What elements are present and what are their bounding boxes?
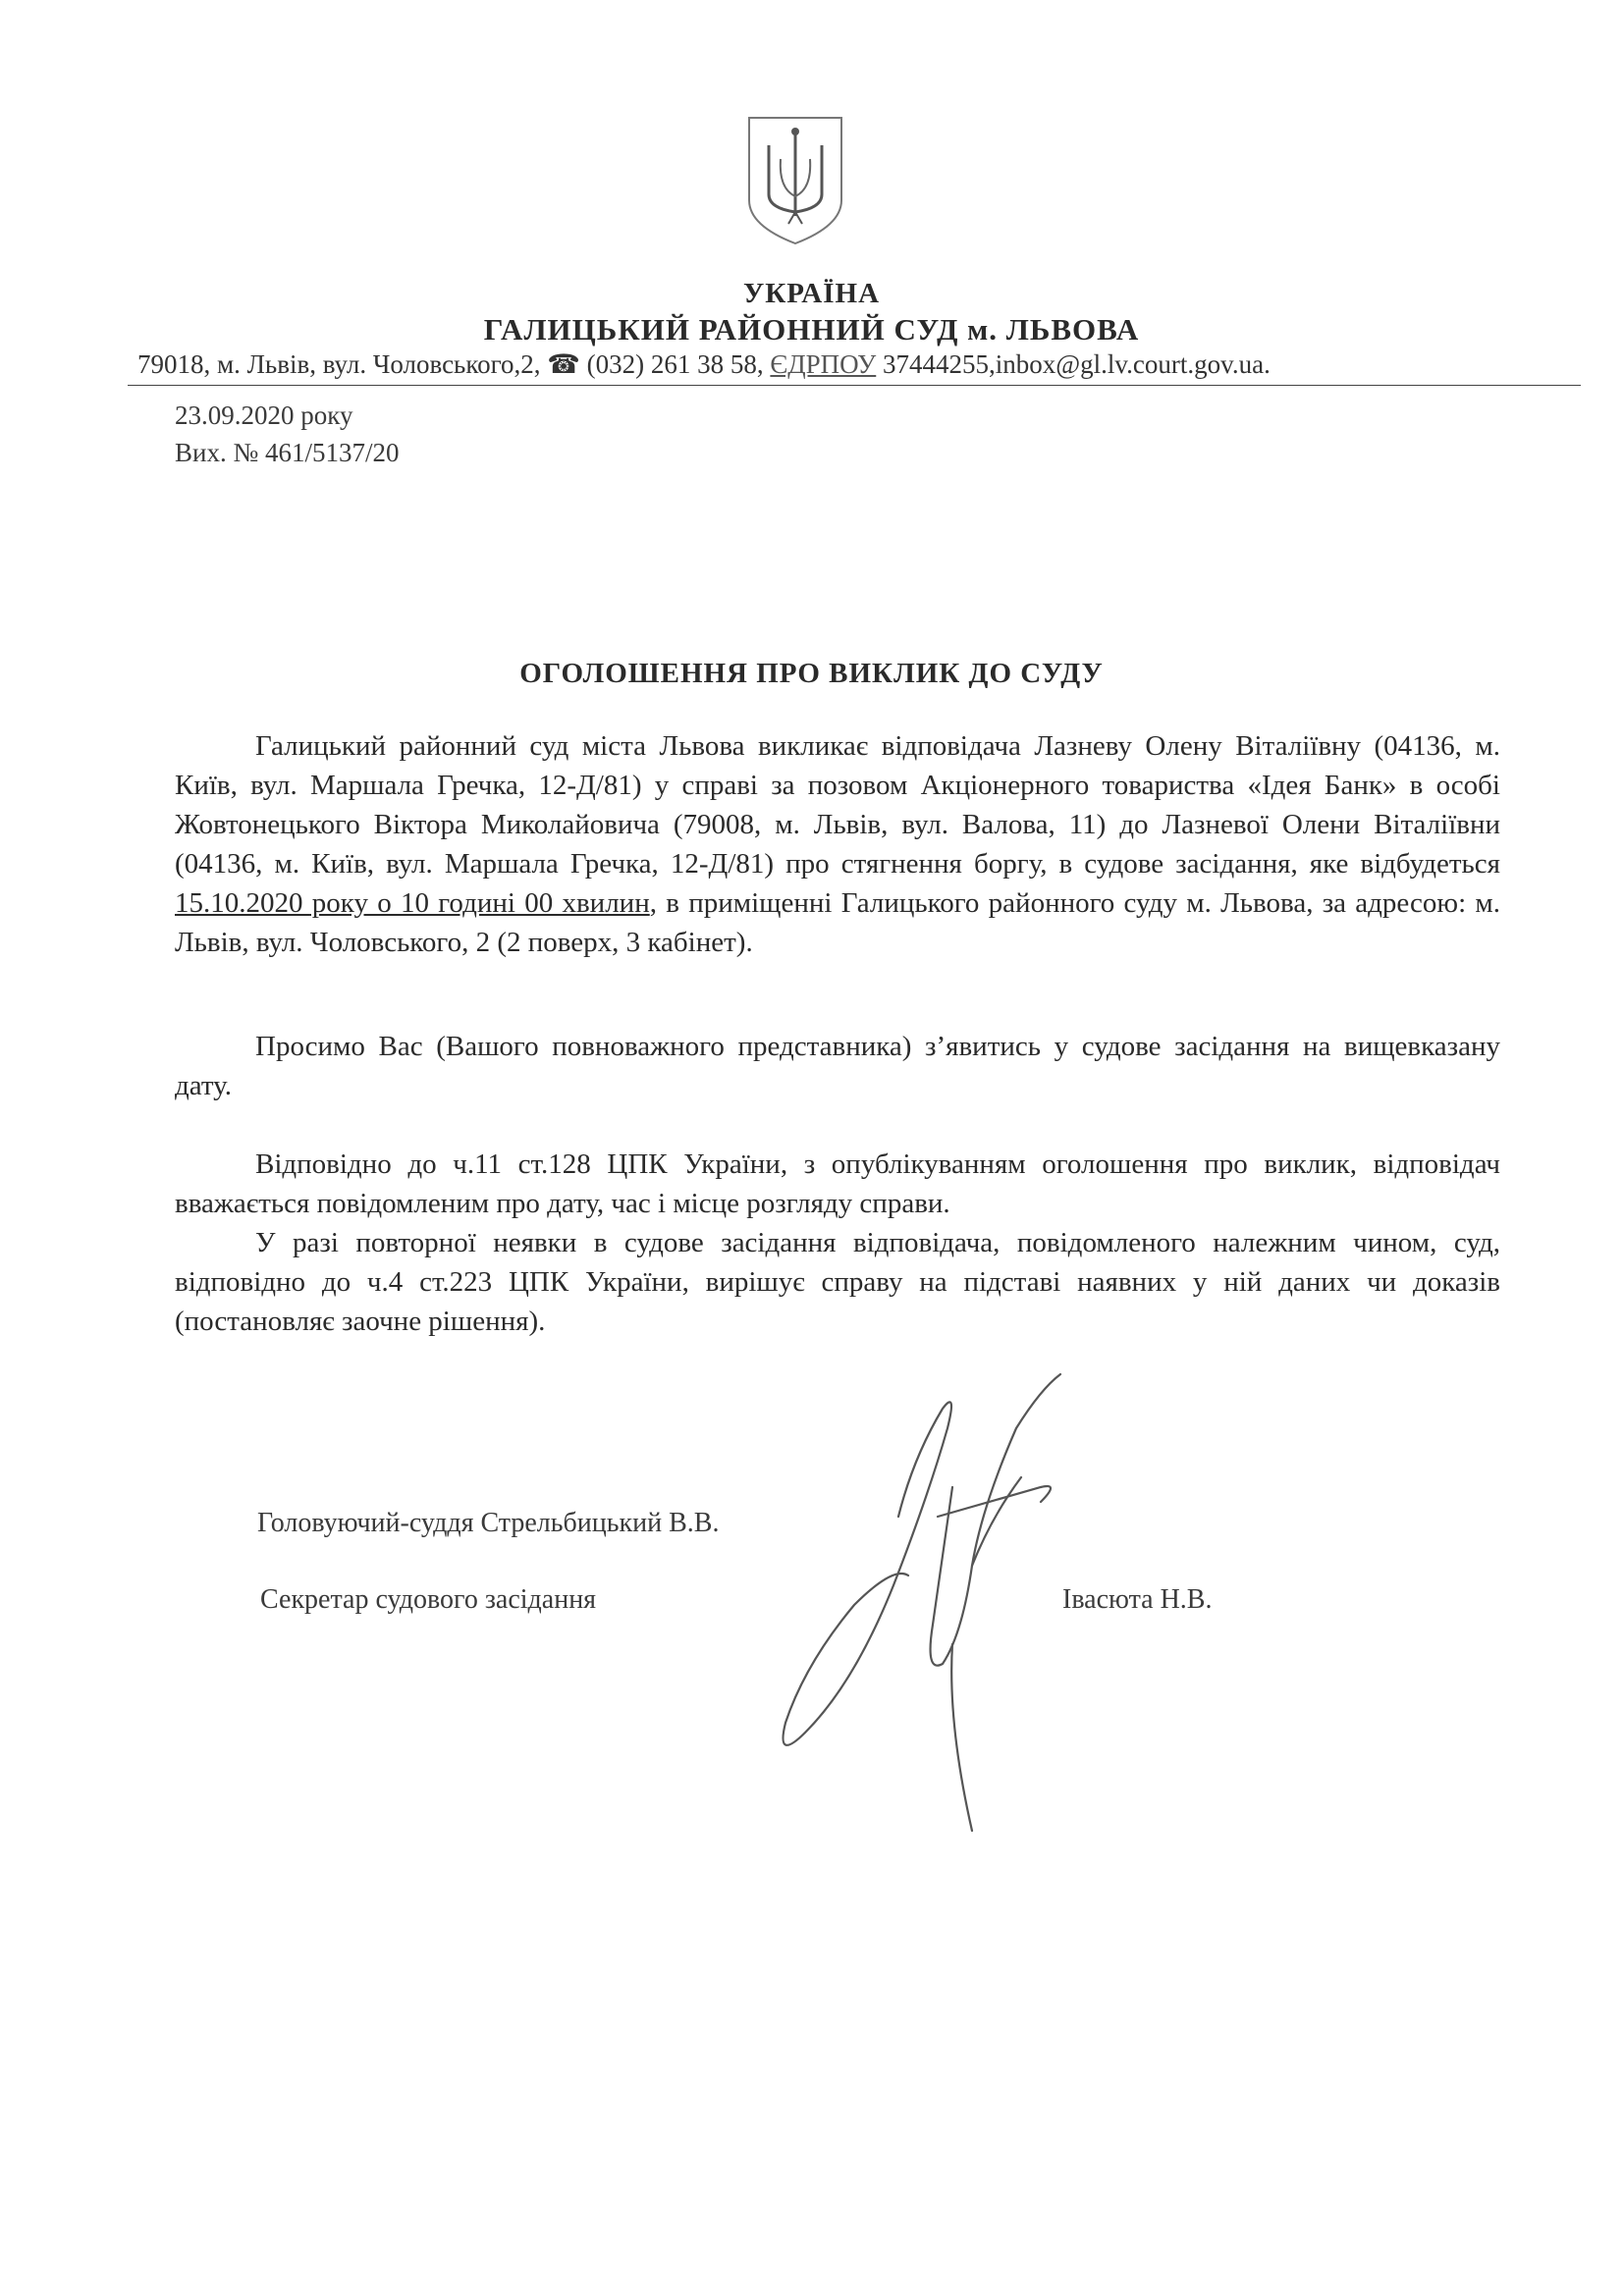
edrpou-label: ЄДРПОУ — [770, 349, 877, 379]
edrpou-and-email: 37444255,inbox@gl.lv.court.gov.ua. — [876, 349, 1271, 379]
document-date: 23.09.2020 року — [175, 400, 353, 430]
court-name: ГАЛИЦЬКИЙ РАЙОННИЙ СУД м. ЛЬВОВА — [483, 312, 1140, 347]
document-title: ОГОЛОШЕННЯ ПРО ВИКЛИК ДО СУДУ — [519, 658, 1104, 689]
request-text: Просимо Вас (Вашого повноважного представника) з’явитись у судове засідання на вищевказану дату. — [175, 1031, 1500, 1101]
secretary-label: Секретар судового засідання — [260, 1584, 597, 1615]
court-address-line — [137, 349, 1271, 380]
trident-coat-of-arms-icon — [741, 110, 849, 247]
secretary-name: Івасюта Н.В. — [1062, 1584, 1213, 1615]
header-divider — [128, 385, 1581, 386]
notice-text: Відповідно до ч.11 ст.128 ЦПК України, з опублікуванням оголошення про виклик, відповідач вважається повідомленим про дату, час і місце розгляду справи. — [175, 1148, 1500, 1219]
phone-number: (032) 261 38 58, — [586, 349, 771, 379]
hearing-datetime: 15.10.2020 року о 10 годині 00 хвилин — [175, 887, 650, 919]
summons-text-end: , в приміщенні Галицького районного суду м. Львова, за адресою: м. Львів, вул. Чоловського, 2 (2 поверх, 3 кабінет). — [175, 887, 1500, 958]
paragraph-request — [175, 1027, 1500, 1105]
country-name: УКРАЇНА — [742, 278, 881, 309]
handwritten-signature-icon — [746, 1369, 1139, 1841]
address-text: 79018, м. Львів, вул. Чоловського,2, — [137, 349, 548, 379]
presiding-judge: Головуючий-суддя Стрельбицький В.В. — [257, 1508, 720, 1538]
default-judgment-text: У разі повторної неявки в судове засідання відповідача, повідомленого належним чином, суд, відповідно до ч.4 ст.223 ЦПК України, вирішує справу на підставі наявних у ній даних чи доказів (постановляє заочне рішення). — [175, 1227, 1500, 1337]
summons-text-start: Галицький районний суд міста Львова викликає відповідача Лазневу Олену Віталіївну (04136, м. Київ, вул. Маршала Гречка, 12-Д/81) у справі за позовом Акціонерного товариства «Ідея Банк» в особі Жовтонецького Віктора Миколайовича (79008, м. Львів, вул. Валова, 11) до Лазневої Олени Віталіївни (04136, м. Київ, вул. Маршала Гречка, 12-Д/81) про стягнення боргу, в судове засідання, яке відбудеться — [175, 730, 1500, 880]
telephone-icon: ☎ — [547, 349, 580, 379]
paragraph-default-judgment — [175, 1223, 1500, 1341]
outgoing-number: Вих. № 461/5137/20 — [175, 438, 400, 467]
paragraph-summons — [175, 726, 1500, 962]
paragraph-notice — [175, 1145, 1500, 1223]
